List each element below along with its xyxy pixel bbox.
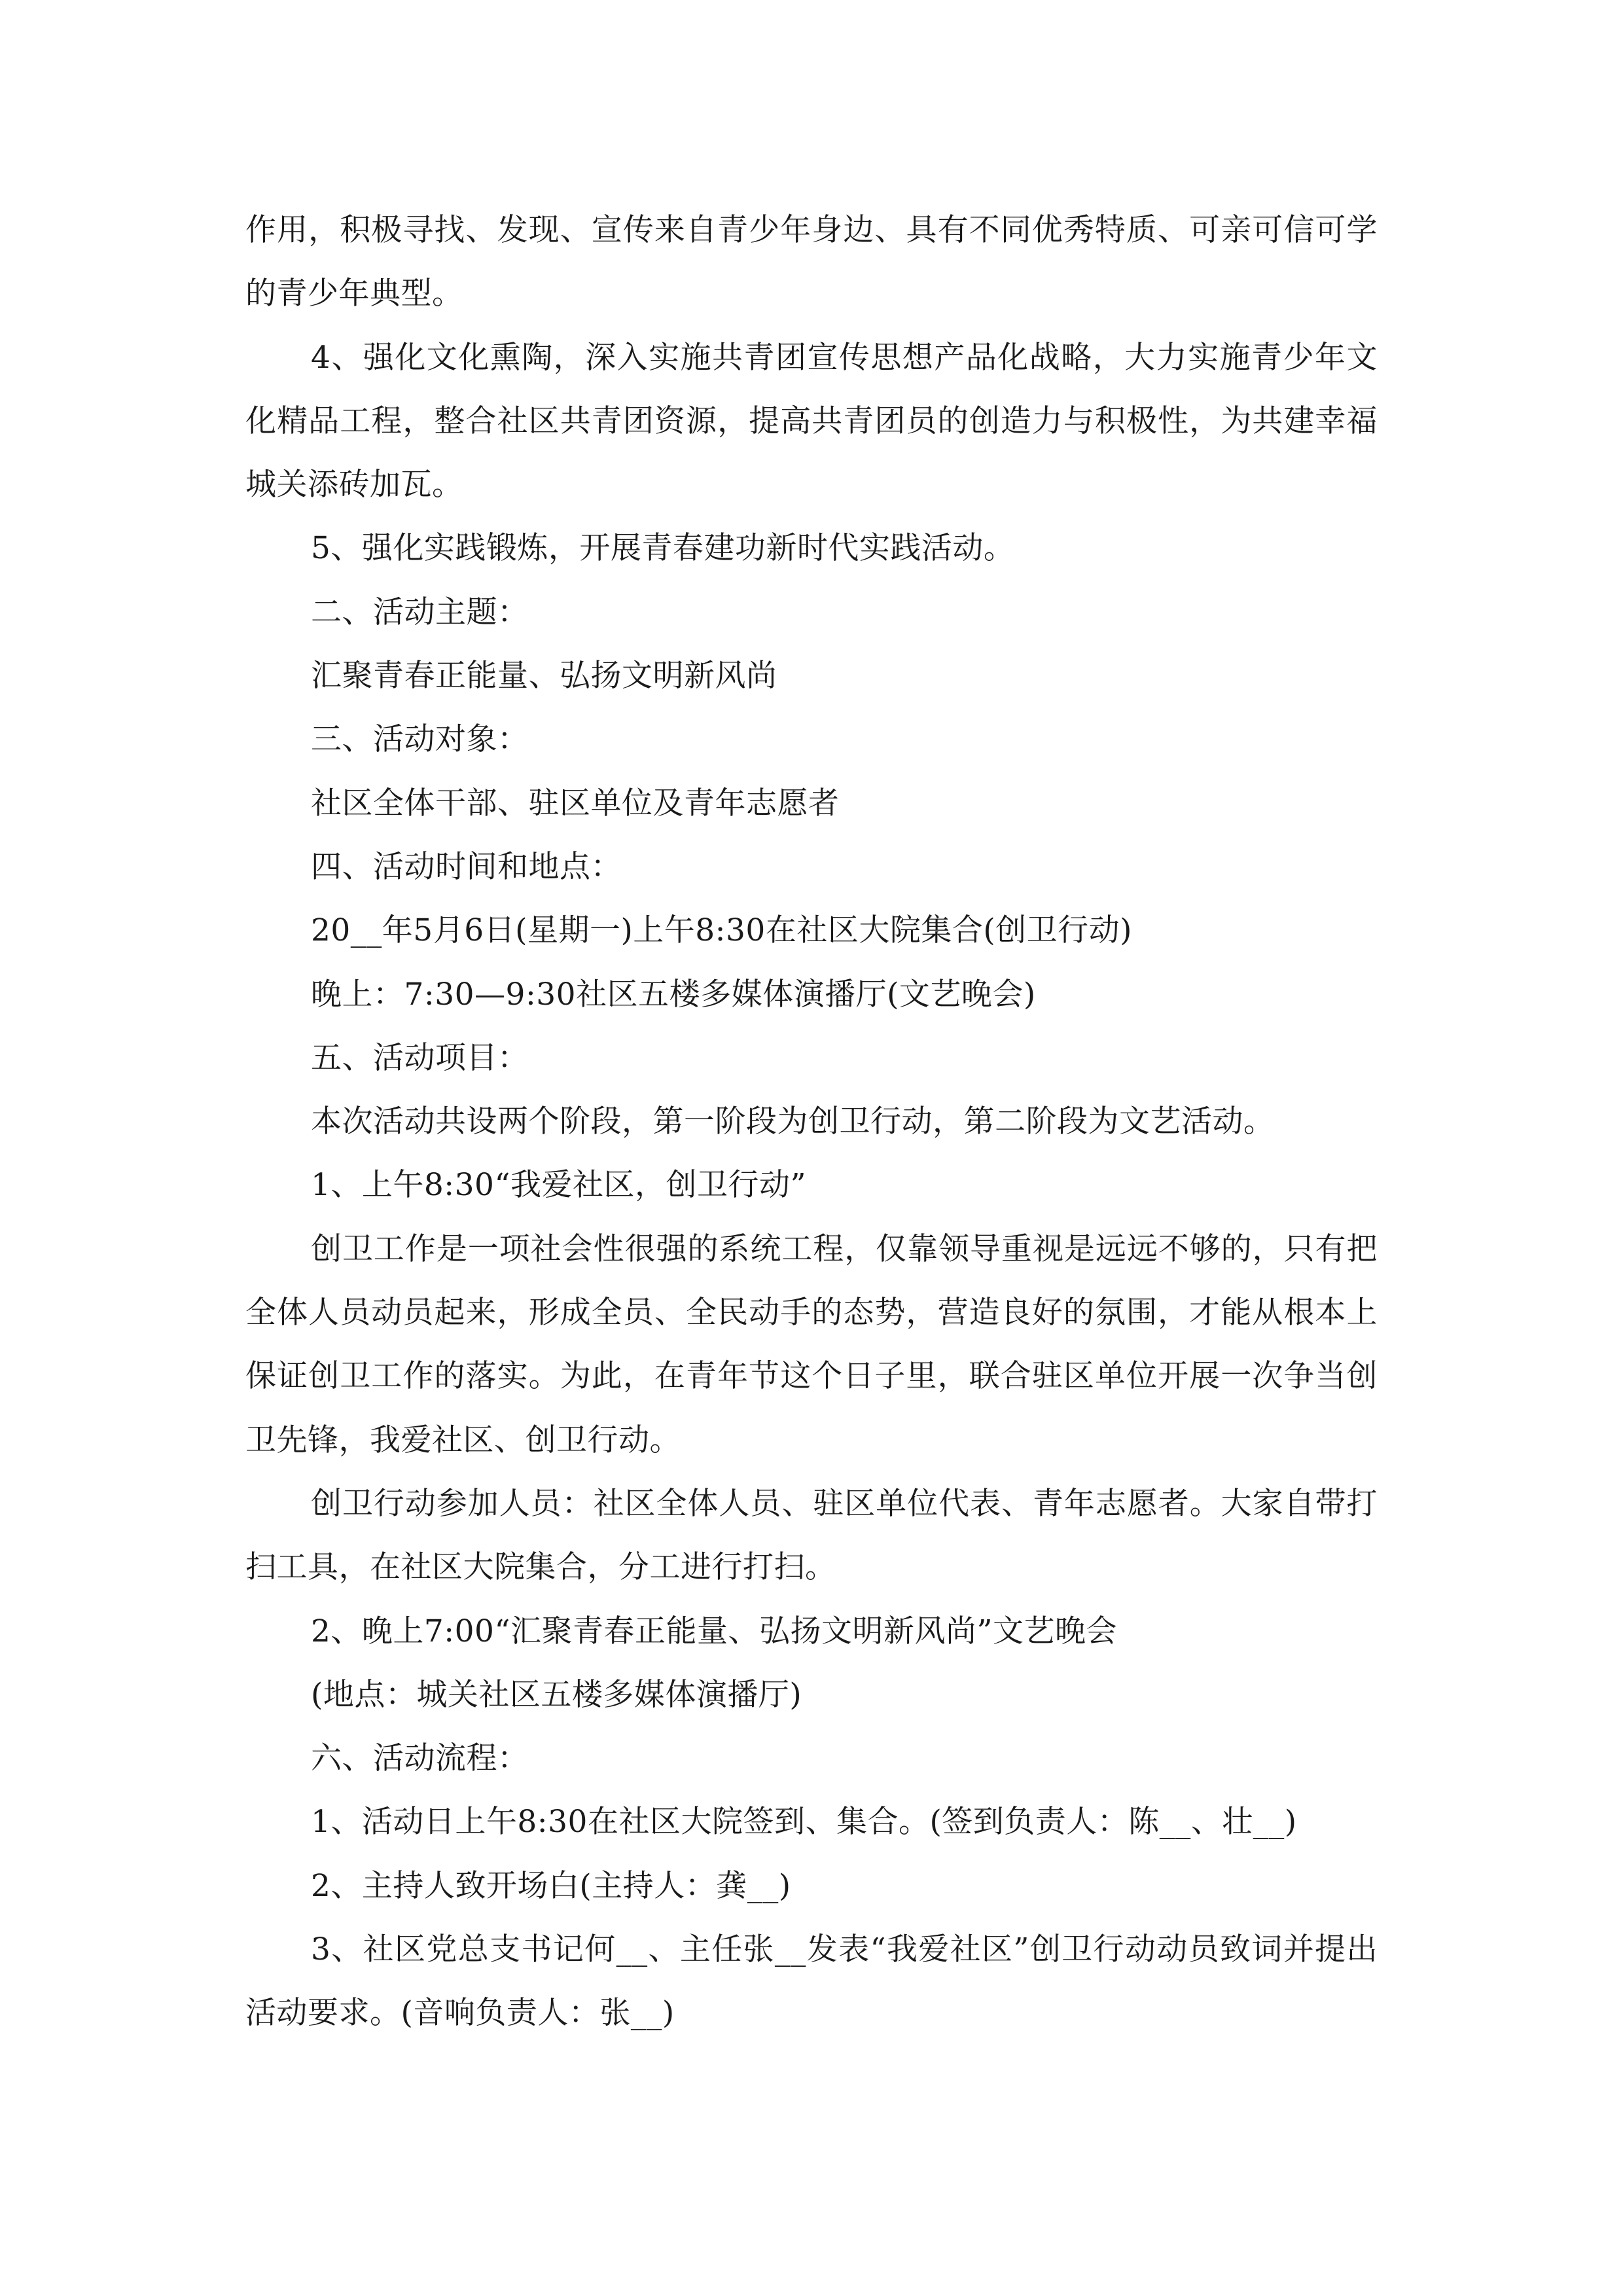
section-heading-time-place: 四、活动时间和地点： bbox=[311, 848, 622, 885]
section-heading-audience: 三、活动对象： bbox=[311, 721, 529, 758]
section-heading-theme: 二、活动主题： bbox=[311, 594, 529, 630]
paragraph-flow-1: 1、活动日上午8:30在社区大院签到、集合。(签到负责人：陈__、壮__) bbox=[311, 1804, 1297, 1840]
paragraph-project-2-location: (地点：城关社区五楼多媒体演播厅) bbox=[311, 1676, 802, 1713]
paragraph-theme: 汇聚青春正能量、弘扬文明新风尚 bbox=[311, 658, 777, 694]
paragraph-continued-1: 作用，积极寻找、发现、宣传来自青少年身边、具有不同优秀特质、可亲可信可学的青少年典型。 bbox=[245, 212, 1378, 312]
paragraph-audience: 社区全体干部、驻区单位及青年志愿者 bbox=[311, 785, 840, 821]
section-heading-projects: 五、活动项目： bbox=[311, 1039, 529, 1076]
paragraph-time-morning: 20__年5月6日(星期一)上午8:30在社区大院集合(创卫行动) bbox=[311, 912, 1132, 949]
section-heading-flow: 六、活动流程： bbox=[311, 1740, 529, 1777]
paragraph-projects-overview: 本次活动共设两个阶段，第一阶段为创卫行动，第二阶段为文艺活动。 bbox=[311, 1103, 1275, 1140]
paragraph-flow-2: 2、主持人致开场白(主持人：龚__) bbox=[311, 1867, 791, 1904]
document-body bbox=[245, 198, 1378, 2045]
paragraph-project-1: 1、上午8:30“我爱社区，创卫行动” bbox=[311, 1167, 807, 1204]
paragraph-project-1-participants: 创卫行动参加人员：社区全体人员、驻区单位代表、青年志愿者。大家自带打扫工具，在社区大院集合，分工进行打扫。 bbox=[245, 1485, 1378, 1586]
paragraph-project-1-detail: 创卫工作是一项社会性很强的系统工程，仅靠领导重视是远远不够的，只有把全体人员动员起来，形成全员、全民动手的态势，营造良好的氛围，才能从根本上保证创卫工作的落实。为此，在青年节这个日子里，联合驻区单位开展一次争当创卫先锋，我爱社区、创卫行动。 bbox=[245, 1230, 1378, 1458]
paragraph-project-2: 2、晚上7:00“汇聚青春正能量、弘扬文明新风尚”文艺晚会 bbox=[311, 1613, 1118, 1649]
paragraph-time-evening: 晚上：7:30—9:30社区五楼多媒体演播厅(文艺晚会) bbox=[311, 976, 1036, 1013]
paragraph-item-4: 4、强化文化熏陶，深入实施共青团宣传思想产品化战略，大力实施青少年文化精品工程，整合社区共青团资源，提高共青团员的创造力与积极性，为共建幸福城关添砖加瓦。 bbox=[245, 339, 1378, 503]
paragraph-item-5: 5、强化实践锻炼，开展青春建功新时代实践活动。 bbox=[311, 530, 1015, 567]
paragraph-flow-3: 3、社区党总支书记何__、主任张__发表“我爱社区”创卫行动动员致词并提出活动要求。(音响负责人：张__) bbox=[245, 1931, 1378, 2032]
